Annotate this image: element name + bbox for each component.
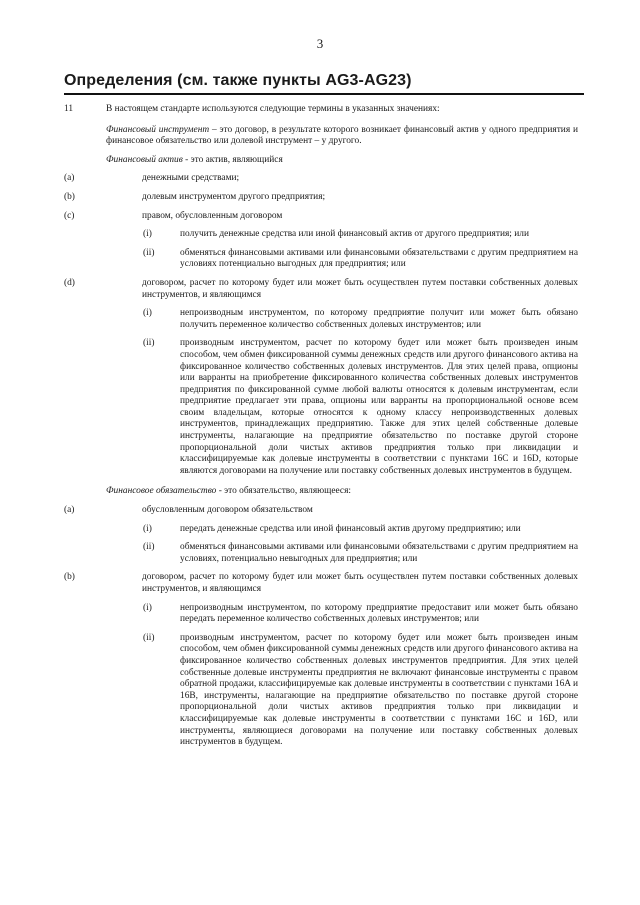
item-text: договором, расчет по которому будет или может быть осуществлен путем поставки собственных долевых инструментов, и являющимся xyxy=(142,572,578,594)
sub-item-c-i xyxy=(0,229,640,241)
liability-item-a xyxy=(0,505,640,517)
paragraph-number: 11 xyxy=(64,104,74,114)
sub-item-text: производным инструментом, расчет по которому будет или может быть произведен иным способом, чем обмен фиксированной суммы денежных средств или другого финансового актива на фиксированное количество собственных долевых инструментов. Для этих целей права, опционы или варранты на приобретение фиксированного количества собственных долевых инструментов предприятия по фиксированной сумме любой валюты относятся к долевым инструментам, если предприятие предлагает эти права, опционы или варранты на пропорциональной основе всем своим владельцам, которые относятся к одному классу непроизводственных долевых инструментов, принадлежащих предприятию. Также для этих целей собственные долевые инструменты, налагающие на предприятие обязательство по поставке другой стороне пропорциональной доли чистых активов предприятия только при ликвидации и классифицируемые как долевые инструменты в соответствии с пунктами 16C и 16D, которые являются договорами на получение или поставку собственных долевых инструментов в будущем. xyxy=(180,338,578,476)
sub-item-label: (ii) xyxy=(143,247,155,258)
sub-item-label: (i) xyxy=(143,308,152,319)
item-text: долевым инструментом другого предприятия; xyxy=(142,191,326,202)
sub-item-label: (i) xyxy=(143,602,152,613)
sub-item-label: (ii) xyxy=(143,338,155,349)
item-text: правом, обусловленным договором xyxy=(142,210,283,221)
item-text: обусловленным договором обязательством xyxy=(142,505,313,516)
sub-item-d-i xyxy=(0,308,640,331)
list-item-d xyxy=(0,278,640,301)
definition-intro: - это актив, являющийся xyxy=(182,154,283,165)
sub-item-text: производным инструментом, расчет по которому будет или может быть произведен иным способом, чем обмен фиксированной суммы денежных средств или другого финансового актива на фиксированное количество собственных долевых инструментов предприятия. Для этих целей собственные долевые инструменты предприятия не включают финансовые инструменты с правом обратной продажи, классифицируемые как долевые инструменты в соответствии с пунктами 16A и 16B, инструменты, налагающие на предприятие обязательство по поставке другой стороне пропорциональной доли чистых активов предприятия только при ликвидации и классифицируемые как долевые инструменты в соответствии с пунктами 16C и 16D, или инструменты, являющиеся договорами на получение или поставку собственных долевых инструментов в будущем. xyxy=(180,632,578,748)
paragraph-11 xyxy=(0,104,640,116)
sub-item-label: (i) xyxy=(143,523,152,534)
item-text: денежными средствами; xyxy=(142,173,240,184)
term-financial-instrument: Финансовый инструмент xyxy=(106,124,210,135)
list-item-c xyxy=(0,211,640,223)
definition-financial-instrument xyxy=(0,125,640,148)
sub-item-text: получить денежные средства или иной финансовый актив от другого предприятия; или xyxy=(180,229,529,240)
page-number: 3 xyxy=(316,36,324,51)
liability-item-b xyxy=(0,572,640,595)
item-label: (d) xyxy=(64,277,75,288)
sub-item-label: (ii) xyxy=(143,542,155,553)
sub-item-text: передать денежные средства или иной финансовый актив другому предприятию; или xyxy=(180,523,521,534)
sub-item-text: непроизводным инструментом, по которому предприятие предоставит или может быть обязано передать переменное количество собственных долевых инструментов; или xyxy=(180,602,578,625)
paragraph-intro: В настоящем стандарте используются следующие термины в указанных значениях: xyxy=(106,104,440,114)
sub-item-text: обменяться финансовыми активами или финансовыми обязательствами с другим предприятием на условиях, потенциально невыгодных для предприятия; или xyxy=(180,542,578,564)
item-label: (b) xyxy=(64,191,75,202)
item-text: договором, расчет по которому будет или может быть осуществлен путем поставки собственных долевых инструментов, и являющимся xyxy=(142,277,578,300)
definition-financial-asset xyxy=(0,155,640,167)
list-item-b xyxy=(0,192,640,204)
term-financial-liability: Финансовое обязательство xyxy=(106,486,217,497)
document-body xyxy=(0,104,640,749)
sub-item-text: обменяться финансовыми активами или финансовыми обязательствами с другим предприятием на условиях потенциально выгодных для предприятия; или xyxy=(180,247,578,270)
list-item-a xyxy=(0,173,640,185)
definition-text: – это договор, в результате которого возникает финансовый актив у одного предприятия и финансовое обязательство или долевой инструмент – у другого. xyxy=(106,124,579,147)
liability-sub-item-b-ii xyxy=(0,633,640,749)
liability-sub-item-a-ii xyxy=(0,542,640,565)
item-label: (c) xyxy=(64,210,75,221)
definition-intro: - это обязательство, являющееся: xyxy=(216,486,352,497)
sub-item-label: (ii) xyxy=(143,632,155,643)
sub-item-text: непроизводным инструментом, по которому предприятие получит или может быть обязано получить переменное количество собственных долевых инструментов; или xyxy=(180,308,578,330)
sub-item-d-ii xyxy=(0,338,640,477)
section-heading: Определения (см. также пункты AG3-AG23) xyxy=(64,72,584,95)
liability-sub-item-a-i xyxy=(0,524,640,536)
sub-item-label: (i) xyxy=(143,229,152,240)
item-label: (a) xyxy=(64,173,75,184)
item-label: (a) xyxy=(64,505,75,516)
definition-financial-liability xyxy=(0,486,640,498)
term-financial-asset: Финансовый актив xyxy=(106,154,183,165)
sub-item-c-ii xyxy=(0,248,640,271)
liability-sub-item-b-i xyxy=(0,603,640,626)
item-label: (b) xyxy=(64,572,75,583)
